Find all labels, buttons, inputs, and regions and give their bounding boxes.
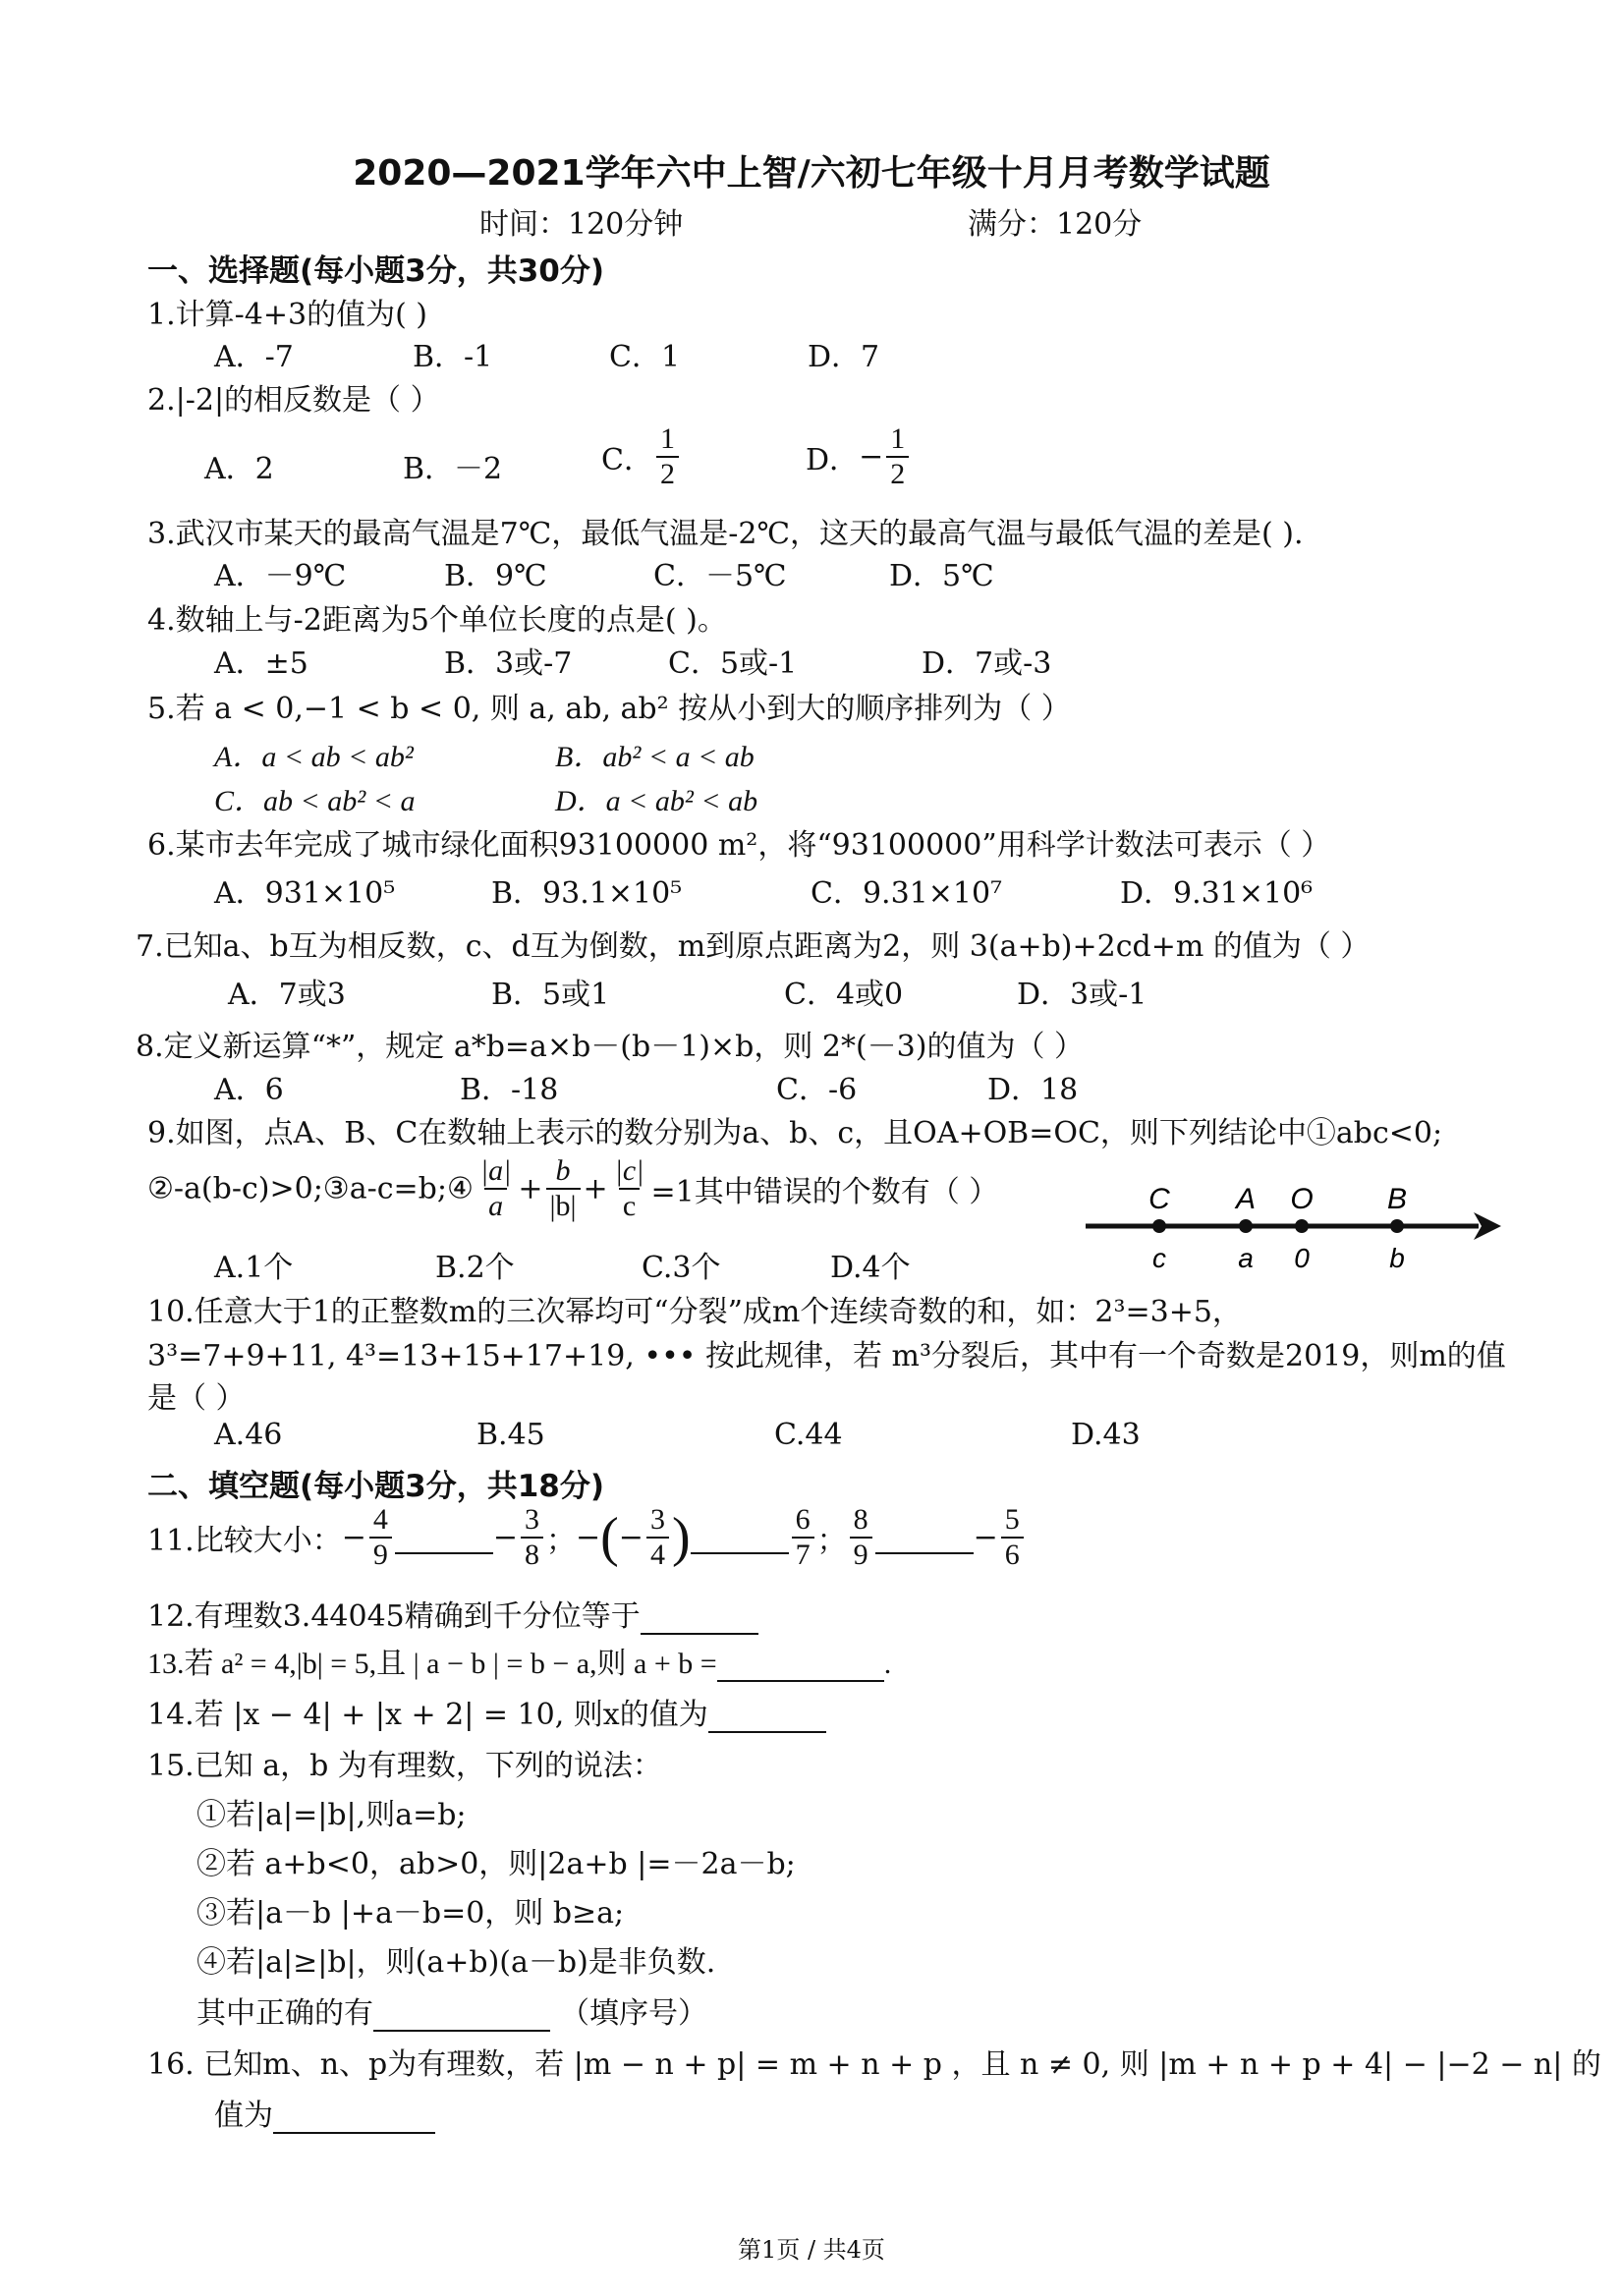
question-10-line-3: 是（ ）: [147, 1381, 246, 1416]
q11-blank-1: [395, 1521, 493, 1554]
fraction-half-negative: $\frac{1}{2}$: [886, 422, 909, 491]
q4-option-b: B．3或-7: [444, 646, 573, 681]
q15-statement-3: ③若|a－b |+a－b=0，则 b≥a;: [196, 1896, 625, 1931]
exam-full-score: 满分：120分: [968, 207, 1143, 242]
q2-option-c: C． $\frac{1}{2}$: [601, 422, 682, 491]
q3-option-c: C．－5℃: [653, 559, 787, 593]
q15-statement-4: ④若|a|≥|b|，则(a+b)(a－b)是非负数.: [196, 1945, 716, 1980]
question-9-line-1: 9.如图，点A、B、C在数轴上表示的数分别为a、b、c，且OA+OB=OC，则下列结论中①abc<0;: [147, 1116, 1443, 1150]
q15-statement-2: ②若 a+b<0，ab>0，则|2a+b |=－2a－b;: [196, 1847, 796, 1881]
fraction-8-9: $\frac{8}{9}$: [850, 1503, 872, 1572]
q4-option-c: C．5或-1: [668, 646, 798, 681]
question-15: 15.已知 a，b 为有理数，下列的说法：: [147, 1749, 662, 1783]
q9-option-d: D.4个: [830, 1251, 911, 1285]
question-13: 13.若 a² = 4,|b| = 5,且 | a − b | = b − a,则 a + b = .: [147, 1648, 892, 1680]
label-O: O: [1290, 1183, 1314, 1215]
q1-option-c: C．1: [609, 340, 681, 374]
value-c: c: [1152, 1243, 1166, 1273]
q2-option-d: D．− $\frac{1}{2}$: [806, 422, 912, 491]
q10-option-d: D.43: [1071, 1418, 1141, 1452]
q16-blank[interactable]: [273, 2100, 435, 2134]
q5-option-c: C．ab < ab² < a: [214, 785, 416, 817]
section-choice-heading: 一、选择题(每小题3分，共30分): [147, 253, 605, 289]
question-5: 5.若 a < 0,−1 < b < 0, 则 a, ab, ab² 按从小到大的顺序排列为（ ）: [147, 692, 1071, 726]
q4-option-a: A．±5: [214, 646, 308, 681]
fraction-b-over-abs-b: $\frac{b}{|b|}$: [546, 1154, 581, 1223]
q6-option-b: B．93.1×10⁵: [491, 876, 683, 911]
q15-blank[interactable]: [373, 1998, 550, 2032]
question-12: 12.有理数3.44045精确到千分位等于: [147, 1592, 758, 1635]
number-line-figure: [1081, 1169, 1503, 1277]
q15-statement-1: ①若|a|=|b|,则a=b;: [196, 1798, 467, 1832]
fraction-3-4: $\frac{3}{4}$: [646, 1503, 669, 1572]
value-b: b: [1389, 1243, 1405, 1273]
fraction-6-7: $\frac{6}{7}$: [792, 1503, 814, 1572]
fraction-abs-a-over-a: $\frac{|a|}{a}$: [479, 1154, 512, 1222]
question-10-line-2: 3³=7+9+11, 4³=13+15+17+19, ••• 按此规律，若 m³分裂后，其中有一个奇数是2019，则m的值: [147, 1339, 1506, 1373]
question-11: 11.比较大小：− $\frac{4}{9}$ − $\frac{3}{8}$ ；−(− $\frac{3}{4}$ ) $\frac{6}{7}$ ； $\frac{8}{9}$ − $\frac{5}{6}$: [147, 1503, 1027, 1572]
question-8: 8.定义新运算“*”，规定 a*b=a×b－(b－1)×b，则 2*(－3)的值为（ ）: [136, 1030, 1084, 1064]
question-3: 3.武汉市某天的最高气温是7℃，最低气温是-2℃，这天的最高气温与最低气温的差是( ).: [147, 517, 1304, 551]
label-B: B: [1386, 1183, 1408, 1215]
q8-option-a: A．6: [214, 1073, 284, 1107]
question-16-line-2: 值为: [214, 2091, 435, 2134]
q7-option-b: B．5或1: [491, 978, 610, 1012]
question-9-line-2: ②-a(b-c)>0;③a-c=b;④ $\frac{|a|}{a}$ + $\frac{b}{|b|}$ + $\frac{|c|}{c}$ =1其中错误的个数有（ ）: [147, 1154, 999, 1222]
point-b: [1390, 1219, 1404, 1233]
exam-time: 时间：120分钟: [479, 207, 684, 242]
q12-blank[interactable]: [641, 1601, 758, 1635]
question-6: 6.某市去年完成了城市绿化面积93100000 m²，将“93100000”用科学计数法可表示（ ）: [147, 828, 1331, 863]
q2-option-a: A．2: [204, 452, 274, 486]
q3-option-d: D．5℃: [889, 559, 994, 593]
q8-option-c: C．-6: [776, 1073, 858, 1107]
q8-option-d: D．18: [987, 1073, 1079, 1107]
page-footer: 第1页 / 共4页: [738, 2236, 885, 2264]
fraction-half: $\frac{1}{2}$: [656, 422, 679, 491]
q11-blank-2: [691, 1521, 789, 1554]
value-0: 0: [1294, 1243, 1310, 1273]
question-7: 7.已知a、b互为相反数，c、d互为倒数，m到原点距离为2，则 3(a+b)+2cd+m 的值为（ ）: [136, 929, 1371, 964]
q5-option-a: A．a < ab < ab²: [214, 741, 414, 773]
q15-answer-line: 其中正确的有 （填序号）: [196, 1996, 707, 2031]
point-a: [1239, 1219, 1253, 1233]
q10-option-b: B.45: [476, 1418, 545, 1452]
q1-option-a: A．-7: [214, 340, 294, 374]
q8-option-b: B．-18: [460, 1073, 559, 1107]
q1-option-d: D．7: [808, 340, 880, 374]
question-1: 1.计算-4+3的值为( ): [147, 298, 428, 332]
q3-option-a: A．－9℃: [214, 559, 347, 593]
question-4: 4.数轴上与-2距离为5个单位长度的点是( )。: [147, 603, 727, 638]
q1-option-b: B．-1: [413, 340, 493, 374]
q5-option-d: D．a < ab² < ab: [555, 785, 758, 817]
q9-option-c: C.3个: [642, 1251, 721, 1285]
q10-option-a: A.46: [214, 1418, 283, 1452]
q7-option-a: A．7或3: [228, 978, 346, 1012]
q9-option-a: A.1个: [214, 1251, 294, 1285]
fraction-abs-c-over-c: $\frac{|c|}{c}$: [614, 1154, 644, 1222]
q7-option-d: D．3或-1: [1017, 978, 1147, 1012]
question-14: 14.若 |x − 4| + |x + 2| = 10, 则x的值为: [147, 1690, 826, 1733]
q5-option-b: B．ab² < a < ab: [555, 741, 755, 773]
q6-option-a: A．931×10⁵: [214, 876, 396, 911]
point-o: [1295, 1219, 1309, 1233]
question-10-line-1: 10.任意大于1的正整数m的三次幂均可“分裂”成m个连续奇数的和，如：2³=3+5，: [147, 1295, 1242, 1329]
q6-option-d: D．9.31×10⁶: [1120, 876, 1314, 911]
q3-option-b: B．9℃: [444, 559, 547, 593]
label-A: A: [1235, 1183, 1257, 1215]
fraction-3-8: $\frac{3}{8}$: [521, 1503, 543, 1572]
question-16-line-1: 16. 已知m、n、p为有理数，若 |m − n + p| = m + n + p ，且 n ≠ 0, 则 |m + n + p + 4| − |−2 − n| 的: [147, 2047, 1601, 2082]
q11-blank-3: [875, 1521, 974, 1554]
q7-option-c: C．4或0: [784, 978, 904, 1012]
point-c: [1152, 1219, 1166, 1233]
q2-option-b: B．－2: [403, 452, 503, 486]
section-fill-heading: 二、填空题(每小题3分，共18分): [147, 1469, 605, 1504]
value-a: a: [1238, 1243, 1254, 1273]
fraction-4-9: $\frac{4}{9}$: [369, 1503, 392, 1572]
q13-blank[interactable]: [717, 1649, 884, 1682]
fraction-5-6: $\frac{5}{6}$: [1001, 1503, 1024, 1572]
q6-option-c: C．9.31×10⁷: [811, 876, 1003, 911]
q10-option-c: C.44: [774, 1418, 843, 1452]
q14-blank[interactable]: [708, 1700, 826, 1733]
exam-title: 2020—2021学年六中上智/六初七年级十月月考数学试题: [353, 153, 1270, 194]
q4-option-d: D．7或-3: [922, 646, 1052, 681]
q9-option-b: B.2个: [435, 1251, 515, 1285]
question-2: 2.|-2|的相反数是（ ）: [147, 383, 440, 418]
label-C: C: [1148, 1183, 1170, 1215]
